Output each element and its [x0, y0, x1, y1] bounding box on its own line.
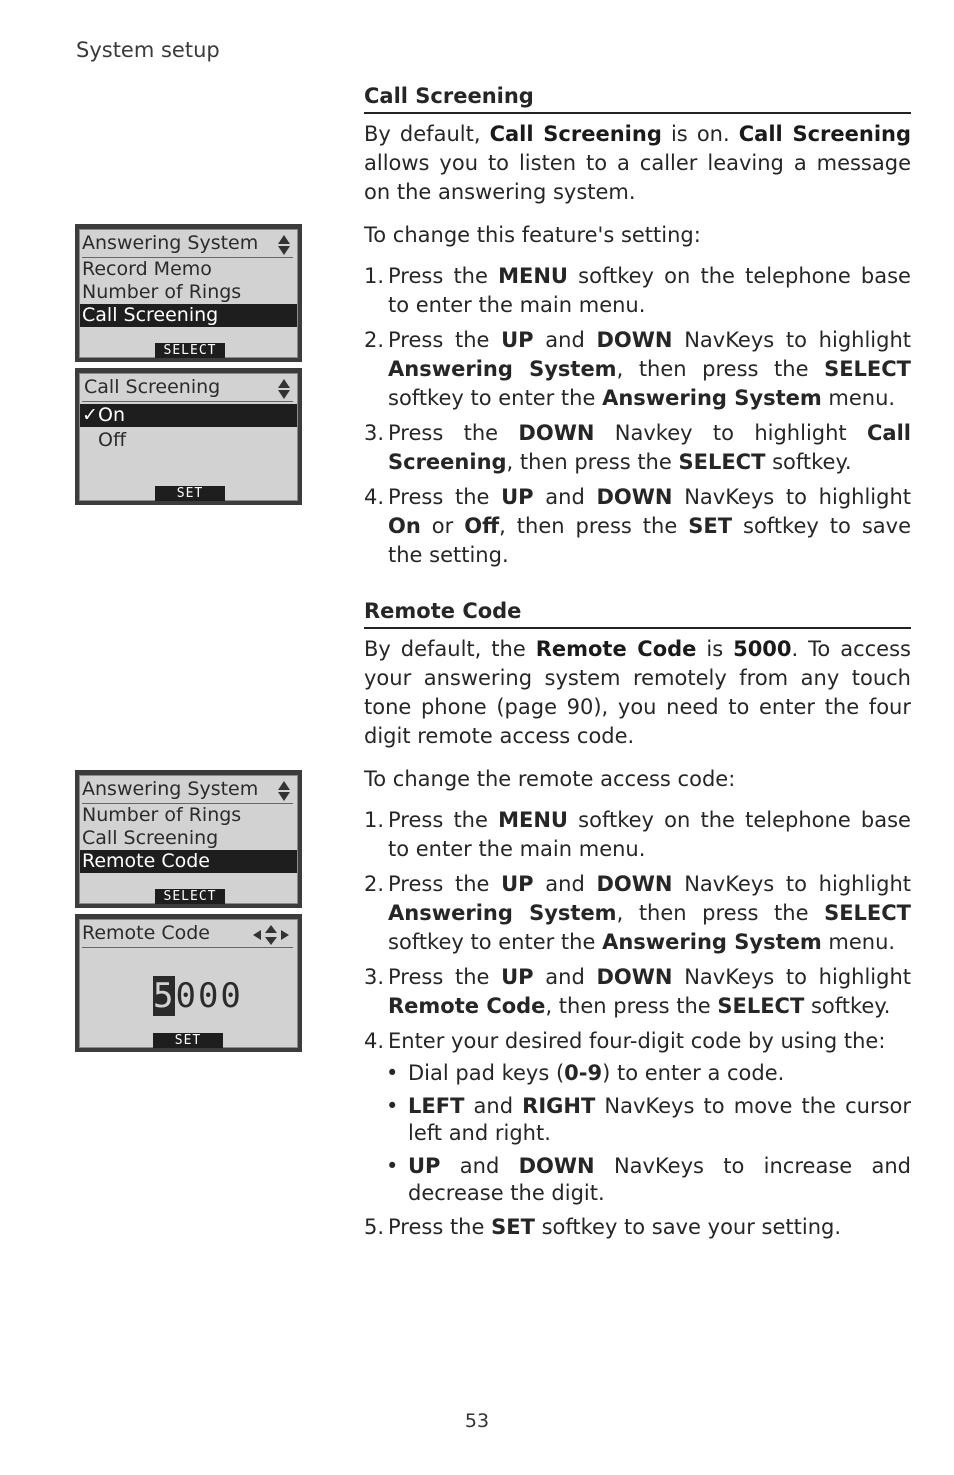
step-item: 4. Enter your desired four-digit code by using the: • Dial pad keys (0-9) to enter a code. • LEFT and RIGHT NavKeys to move the cursor left and right. • UP and DOWN NavKeys to increase and decrease the digit.: [364, 1027, 911, 1207]
lcd-softkey-select: SELECT: [155, 889, 225, 904]
steps-list: [364, 262, 911, 570]
step-item: 1. Press the MENU softkey on the telephone base to enter the main menu.: [364, 808, 911, 861]
step-item: 1. Press the MENU softkey on the telephone base to enter the main menu.: [364, 264, 911, 317]
steps-list: [364, 806, 911, 1242]
four-way-navkey-icon: [251, 924, 291, 946]
step-item: 4. Press the UP and DOWN NavKeys to highlight On or Off, then press the SET softkey to save the setting.: [364, 485, 911, 567]
lcd-title: [82, 374, 293, 402]
lcd-screen-remote-code: [75, 914, 302, 1052]
lcd-title: [82, 230, 293, 258]
lcd-softkey-select: SELECT: [155, 343, 225, 358]
up-down-arrows-icon: [277, 780, 291, 802]
intro-paragraph: By default, the Remote Code is 5000. To access your answering system remotely from any touch tone phone (page 90), you need to enter the four digit remote access code.: [364, 637, 911, 748]
lead-paragraph: To change the remote access code:: [364, 767, 736, 791]
lcd-menu-item-highlighted: Call Screening: [80, 304, 297, 327]
intro-paragraph: By default, Call Screening is on. Call Screening allows you to listen to a caller leaving a message on the answering system.: [364, 122, 912, 204]
lcd-screen-answering-menu-remote: [75, 770, 302, 908]
lcd-menu-item: Number of Rings: [82, 281, 242, 303]
lcd-title: [82, 920, 293, 948]
up-down-arrows-icon: [277, 234, 291, 256]
lcd-option-label: Off: [98, 429, 127, 451]
step-item: 2. Press the UP and DOWN NavKeys to highlight Answering System, then press the SELECT softkey to enter the Answering System menu.: [364, 872, 912, 954]
bullet-item: • UP and DOWN NavKeys to increase and decrease the digit.: [364, 1153, 911, 1207]
lead-paragraph: To change this feature's setting:: [364, 223, 701, 247]
page-number: 53: [464, 1410, 490, 1432]
step-item: 5. Press the SET softkey to save your setting.: [364, 1215, 842, 1239]
call-screening-section: [364, 82, 911, 576]
lcd-title: [82, 776, 293, 804]
lcd-title-text: Answering System: [82, 778, 259, 800]
step-item: 3. Press the UP and DOWN NavKeys to highlight Remote Code, then press the SELECT softkey.: [364, 965, 911, 1018]
lcd-option-label: On: [98, 404, 125, 426]
checkmark-icon: ✓: [82, 404, 98, 426]
lcd-title-text: Answering System: [82, 232, 259, 254]
remote-code-digits: [153, 978, 243, 1014]
bullet-item: • Dial pad keys (0-9) to enter a code.: [364, 1060, 911, 1087]
up-down-arrows-icon: [277, 378, 291, 400]
bullet-item: • LEFT and RIGHT NavKeys to move the cursor left and right.: [364, 1093, 911, 1147]
lcd-menu-item: Call Screening: [82, 827, 219, 849]
lcd-softkey-set: SET: [153, 1033, 223, 1048]
lcd-option-on-selected: [80, 404, 297, 427]
step-item: 3. Press the DOWN Navkey to highlight Call Screening, then press the SELECT softkey.: [364, 421, 911, 474]
lcd-menu-item: Number of Rings: [82, 804, 242, 826]
lcd-softkey-set: SET: [155, 486, 225, 501]
bullet-list: [364, 1060, 911, 1207]
step-item: 2. Press the UP and DOWN NavKeys to highlight Answering System, then press the SELECT softkey to enter the Answering System menu.: [364, 328, 912, 410]
remote-code-section: [364, 597, 911, 1248]
section-heading: Remote Code: [364, 597, 911, 629]
running-head: System setup: [76, 38, 220, 62]
lcd-title-text: Call Screening: [84, 376, 221, 398]
digit-cursor: 5: [153, 976, 176, 1016]
section-heading: Call Screening: [364, 82, 911, 114]
lcd-screen-answering-menu: [75, 224, 302, 362]
lcd-title-text: Remote Code: [82, 922, 210, 944]
lcd-option-off: [80, 429, 297, 452]
lcd-screen-call-screening: [75, 368, 302, 505]
digits-rest: 000: [175, 976, 243, 1016]
lcd-menu-item: Record Memo: [82, 258, 212, 280]
lcd-menu-item-highlighted: Remote Code: [80, 850, 297, 873]
